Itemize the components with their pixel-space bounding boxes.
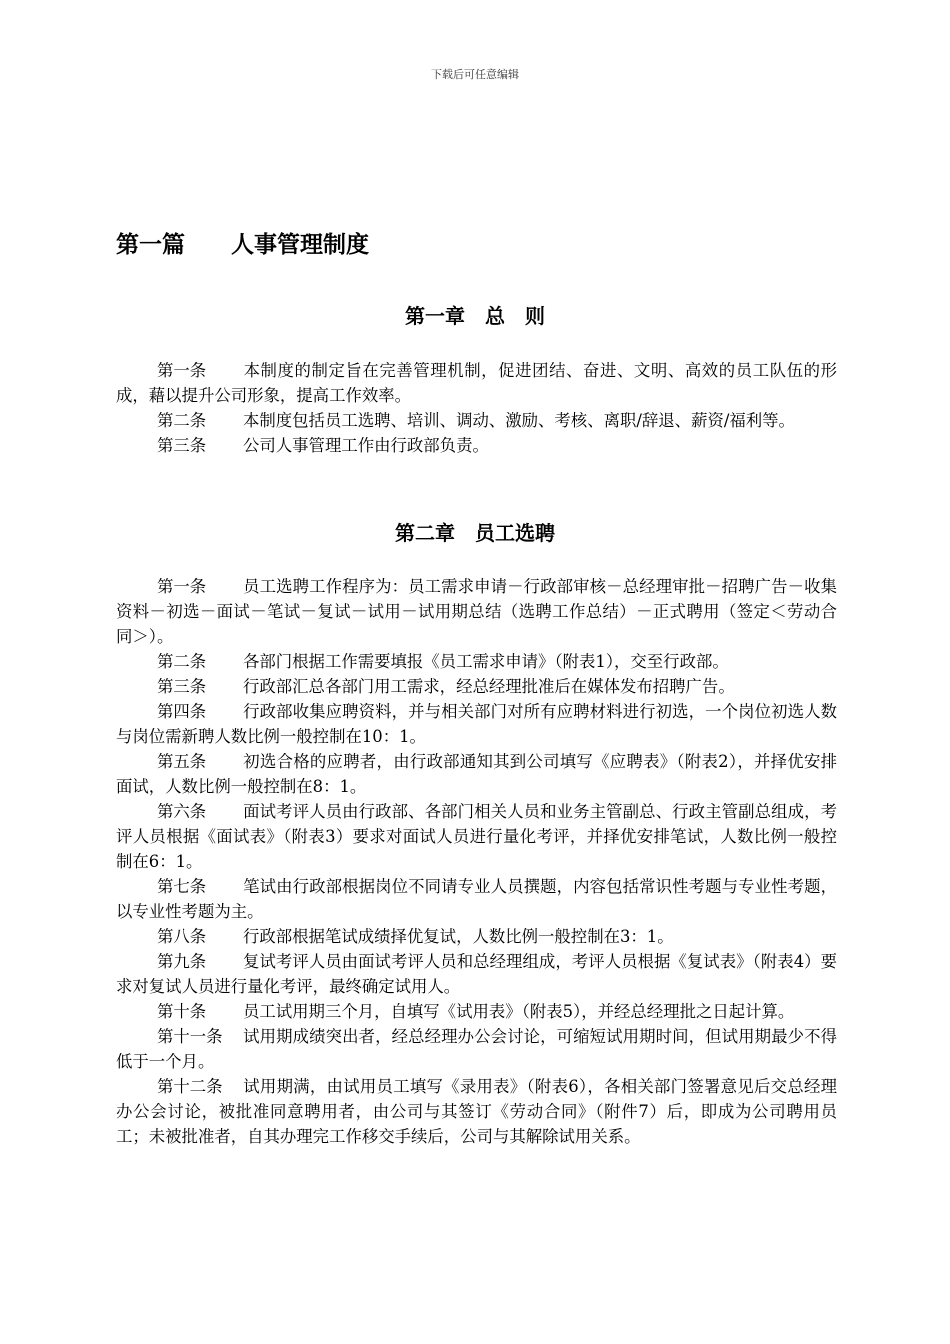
- article-text: 试用期成绩突出者，经总经理办公会讨论，可缩短试用期时间，但试用期最少不得低于一个月。: [116, 1027, 837, 1071]
- article-number: 第九条: [157, 952, 207, 971]
- article-number: 第三条: [157, 436, 207, 455]
- article-text: 员工选聘工作程序为：员工需求申请－行政部审核－总经理审批－招聘广告－收集资料－初选－面试－笔试－复试－试用－试用期总结（选聘工作总结）－正式聘用（签定＜劳动合同＞）。: [116, 577, 837, 646]
- article-number: 第二条: [157, 411, 207, 430]
- article-text: 初选合格的应聘者，由行政部通知其到公司填写《应聘表》（附表2），并择优安排面试，人数比例一般控制在8：1。: [116, 752, 837, 796]
- article-text: 员工试用期三个月，自填写《试用表》（附表5），并经总经理批之日起计算。: [243, 1002, 795, 1021]
- article-text: 本制度包括员工选聘、培训、调动、激励、考核、离职/辞退、薪资/福利等。: [243, 411, 795, 430]
- article-number: 第四条: [157, 702, 207, 721]
- article-number: 第十一条: [157, 1027, 223, 1046]
- chapter-2-articles: [116, 574, 837, 1149]
- article-text: 行政部收集应聘资料，并与相关部门对所有应聘材料进行初选，一个岗位初选人数与岗位需新聘人数比例一般控制在10：1。: [116, 702, 837, 746]
- article-number: 第六条: [157, 802, 207, 821]
- article-text: 本制度的制定旨在完善管理机制，促进团结、奋进、文明、高效的员工队伍的形成，藉以提升公司形象，提高工作效率。: [116, 361, 837, 405]
- article: [116, 874, 837, 924]
- article-text: 行政部根据笔试成绩择优复试，人数比例一般控制在3：1。: [243, 927, 674, 946]
- article-number: 第一条: [157, 577, 207, 596]
- article: [116, 574, 837, 649]
- article-number: 第七条: [157, 877, 207, 896]
- article-text: 各部门根据工作需要填报《员工需求申请》（附表1），交至行政部。: [243, 652, 729, 671]
- article: [116, 699, 837, 749]
- article-text: 面试考评人员由行政部、各部门相关人员和业务主管副总、行政主管副总组成，考评人员根据《面试表》（附表3）要求对面试人员进行量化考评，并择优安排笔试，人数比例一般控制在6：1。: [116, 802, 837, 871]
- article: [116, 358, 837, 408]
- article: [116, 649, 837, 674]
- article: [116, 408, 837, 433]
- article-text: 公司人事管理工作由行政部负责。: [243, 436, 489, 455]
- article-text: 笔试由行政部根据岗位不同请专业人员撰题，内容包括常识性考题与专业性考题，以专业性考题为主。: [116, 877, 837, 921]
- chapter-title: 第一章 总 则: [405, 304, 545, 328]
- chapter-title: 第二章 员工选聘: [395, 521, 555, 545]
- article: [116, 1024, 837, 1074]
- article-number: 第八条: [157, 927, 207, 946]
- part-title: 第一篇 人事管理制度: [116, 232, 369, 258]
- article-number: 第十二条: [157, 1077, 223, 1096]
- article: [116, 674, 837, 699]
- article: [116, 433, 837, 458]
- article-number: 第三条: [157, 677, 207, 696]
- article-number: 第十条: [157, 1002, 207, 1021]
- article: [116, 749, 837, 799]
- article-number: 第二条: [157, 652, 207, 671]
- article-number: 第一条: [157, 361, 207, 380]
- article: [116, 999, 837, 1024]
- chapter-1-articles: [116, 358, 837, 458]
- article: [116, 924, 837, 949]
- header-note: 下载后可任意编辑: [431, 68, 519, 81]
- article-text: 行政部汇总各部门用工需求，经总经理批准后在媒体发布招聘广告。: [243, 677, 735, 696]
- article: [116, 799, 837, 874]
- article-text: 试用期满，由试用员工填写《录用表》（附表6），各相关部门签署意见后交总经理办公会讨论，被批准同意聘用者，由公司与其签订《劳动合同》（附件7）后，即成为公司聘用员工；未被批准者，自其办理完工作移交手续后，公司与其解除试用关系。: [116, 1077, 837, 1146]
- article: [116, 949, 837, 999]
- article-text: 复试考评人员由面试考评人员和总经理组成，考评人员根据《复试表》（附表4）要求对复试人员进行量化考评，最终确定试用人。: [116, 952, 837, 996]
- article: [116, 1074, 837, 1149]
- article-number: 第五条: [157, 752, 207, 771]
